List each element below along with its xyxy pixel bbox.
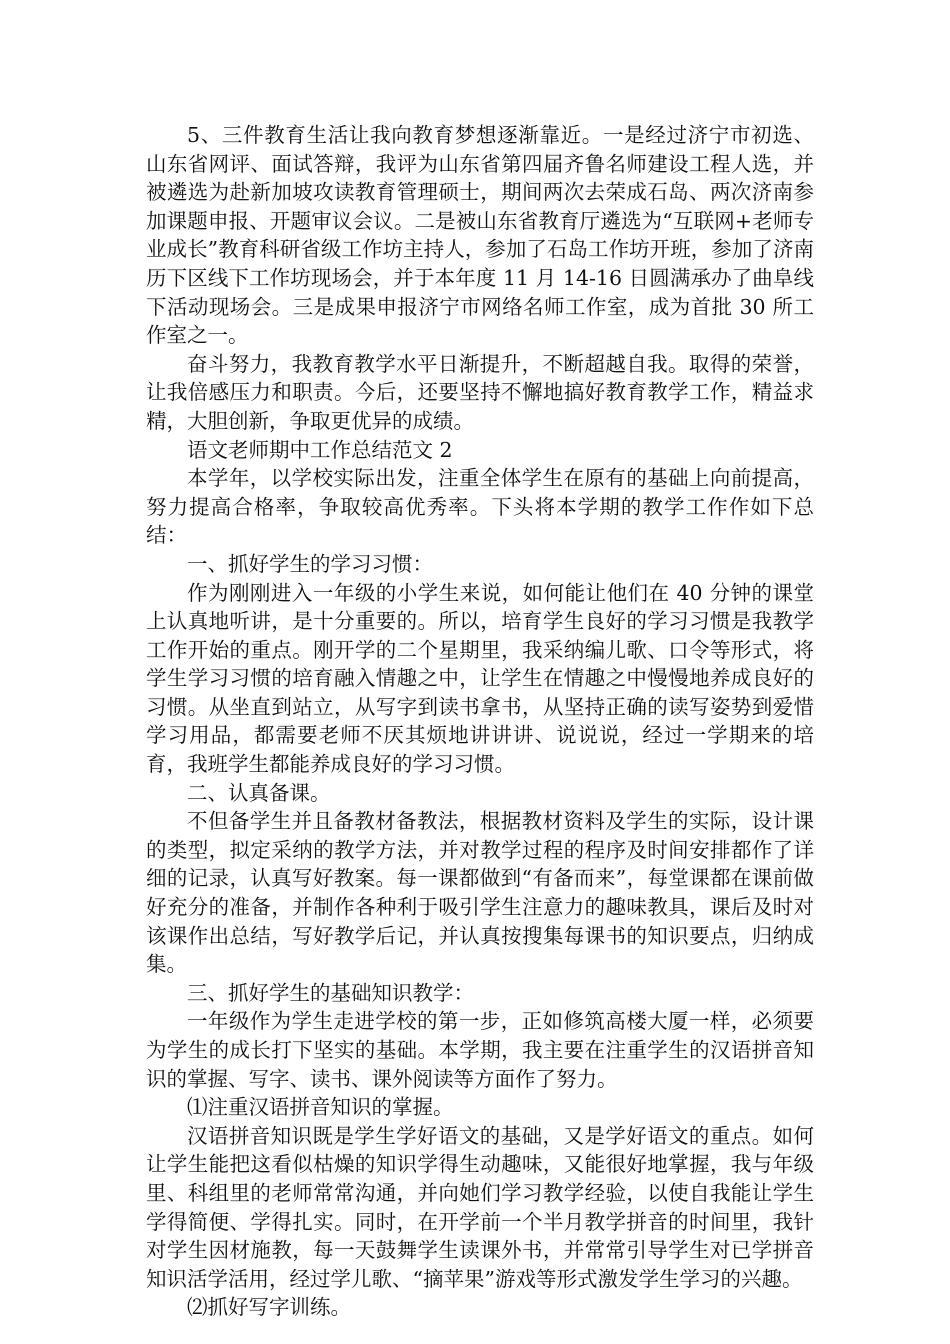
heading-study-habits: 一、抓好学生的学习习惯： <box>187 551 433 576</box>
subheading-pinyin: ⑴注重汉语拼音知识的掌握。 <box>187 1095 454 1120</box>
paragraph-lesson-prep: 不但备学生并且备教材备教法，根据教材资料及学生的实际，设计课的类型，拟定采纳的教学方法，并对教学过程的程序及时间安排都作了详细的记录，认真写好教案。每一课都做到“有备而来”，每堂课都在课前做好充分的准备，并制作各种利于吸引学生注意力的趣味教具，课后及时对该课作出总结，写好教学后记，并认真按搜集每课书的知识要点，归纳成集。 <box>146 809 814 977</box>
subheading-writing: ⑵抓好写字训练。 <box>187 1295 351 1320</box>
paragraph-conclusion: 奋斗努力，我教育教学水平日渐提升，不断超越自我。取得的荣誉，让我倍感压力和职责。今后，还要坚持不懈地搞好教育教学工作，精益求精，大胆创新，争取更优异的成绩。 <box>146 351 814 433</box>
document-page <box>146 121 814 1322</box>
paragraph-pinyin: 汉语拼音知识既是学生学好语文的基础，又是学好语文的重点。如何让学生能把这看似枯燥的知识学得生动趣味，又能很好地掌握，我与年级里、科组里的老师常常沟通，并向她们学习教学经验，以使自我能让学生学得简便、学得扎实。同时，在开学前一个半月教学拼音的时间里，我针对学生因材施教，每一天鼓舞学生读课外书，并常常引导学生对已学拼音知识活学活用，经过学儿歌、“摘苹果”游戏等形式激发学生学习的兴趣。 <box>146 1123 814 1291</box>
paragraph-basic-knowledge: 一年级作为学生走进学校的第一步，正如修筑高楼大厦一样，必须要为学生的成长打下坚实的基础。本学期，我主要在注重学生的汉语拼音知识的掌握、写字、读书、课外阅读等方面作了努力。 <box>146 1009 814 1091</box>
heading-lesson-prep: 二、认真备课。 <box>187 780 331 805</box>
paragraph-intro: 本学年，以学校实际出发，注重全体学生在原有的基础上向前提高，努力提高合格率，争取较高优秀率。下头将本学期的教学工作作如下总结： <box>146 466 814 548</box>
heading-basic-knowledge: 三、抓好学生的基础知识教学： <box>187 980 474 1005</box>
paragraph-study-habits: 作为刚刚进入一年级的小学生来说，如何能让他们在 40 分钟的课堂上认真地听讲，是十分重要的。所以，培育学生良好的学习习惯是我教学工作开始的重点。刚开学的二个星期里，我采纳编儿歌、口令等形式，将学生学习习惯的培育融入情趣之中，让学生在情趣之中慢慢地养成良好的习惯。从坐直到站立，从写字到读书拿书，从坚持正确的读写姿势到爱惜学习用品，都需要老师不厌其烦地讲讲讲、说说说，经过一学期来的培育，我班学生都能养成良好的学习习惯。 <box>146 580 814 777</box>
paragraph-achievements: 5、三件教育生活让我向教育梦想逐渐靠近。一是经过济宁市初选、山东省网评、面试答辩，我评为山东省第四届齐鲁名师建设工程人选，并被遴选为赴新加坡攻读教育管理硕士，期间两次去荣成石岛、两次济南参加课题申报、开题审议会议。二是被山东省教育厅遴选为“互联网+老师专业成长”教育科研省级工作坊主持人，参加了石岛工作坊开班，参加了济南历下区线下工作坊现场会，并于本年度 11 月 14-16 日圆满承办了曲阜线下活动现场会。三是成果申报济宁市网络名师工作室，成为首批 30 所工作室之一。 <box>146 123 814 348</box>
section-title: 语文老师期中工作总结范文 2 <box>187 437 453 462</box>
